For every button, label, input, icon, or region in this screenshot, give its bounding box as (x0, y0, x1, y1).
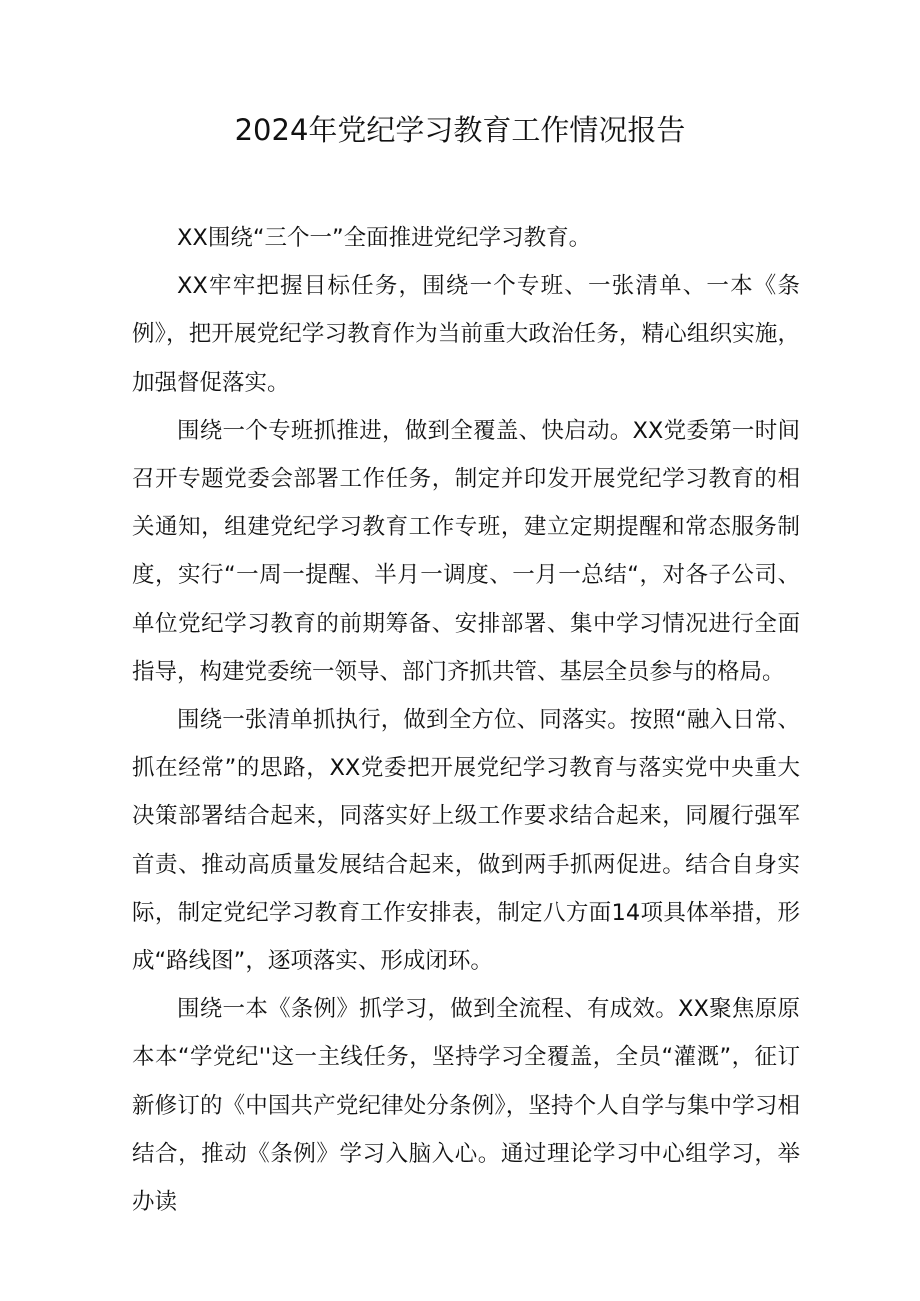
paragraph-overview: XX牢牢把握目标任务，围绕一个专班、一张清单、一本《条例》，把开展党纪学习教育作为当前重大政治任务，精心组织实施，加强督促落实。 (132, 273, 800, 396)
document-title: 2024年党纪学习教育工作情况报告 (234, 113, 686, 147)
document-body (132, 214, 800, 1226)
paragraph-task-force: 围绕一个专班抓推进，做到全覆盖、快启动。XX党委第一时间召开专题党委会部署工作任务，制定并印发开展党纪学习教育的相关通知，组建党纪学习教育工作专班，建立定期提醒和常态服务制度，实行“一周一提醒、半月一调度、一月一总结“，对各子公司、单位党纪学习教育的前期筹备、安排部署、集中学习情况进行全面指导，构建党委统一领导、部门齐抓共管、基层全员参与的格局。 (132, 417, 800, 685)
paragraph-checklist: 围绕一张清单抓执行，做到全方位、同落实。按照“融入日常、抓在经常”的思路，XX党委把开展党纪学习教育与落实党中央重大决策部署结合起来，同落实好上级工作要求结合起来，同履行强军首责、推动高质量发展结合起来，做到两手抓两促进。结合自身实际，制定党纪学习教育工作安排表，制定八方面14项具体举措，形成“路线图”，逐项落实、形成闭环。 (132, 707, 800, 975)
paragraph-intro: XX围绕“三个一”全面推进党纪学习教育。 (177, 225, 592, 251)
paragraph-regulations: 围绕一本《条例》抓学习，做到全流程、有成效。XX聚焦原原本本“学党纪''这一主线任务，坚持学习全覆盖，全员“灌溉”，征订新修订的《中国共产党纪律处分条例》，坚持个人自学与集中学习相结合，推动《条例》学习入脑入心。通过理论学习中心组学习，举办读 (132, 996, 800, 1216)
